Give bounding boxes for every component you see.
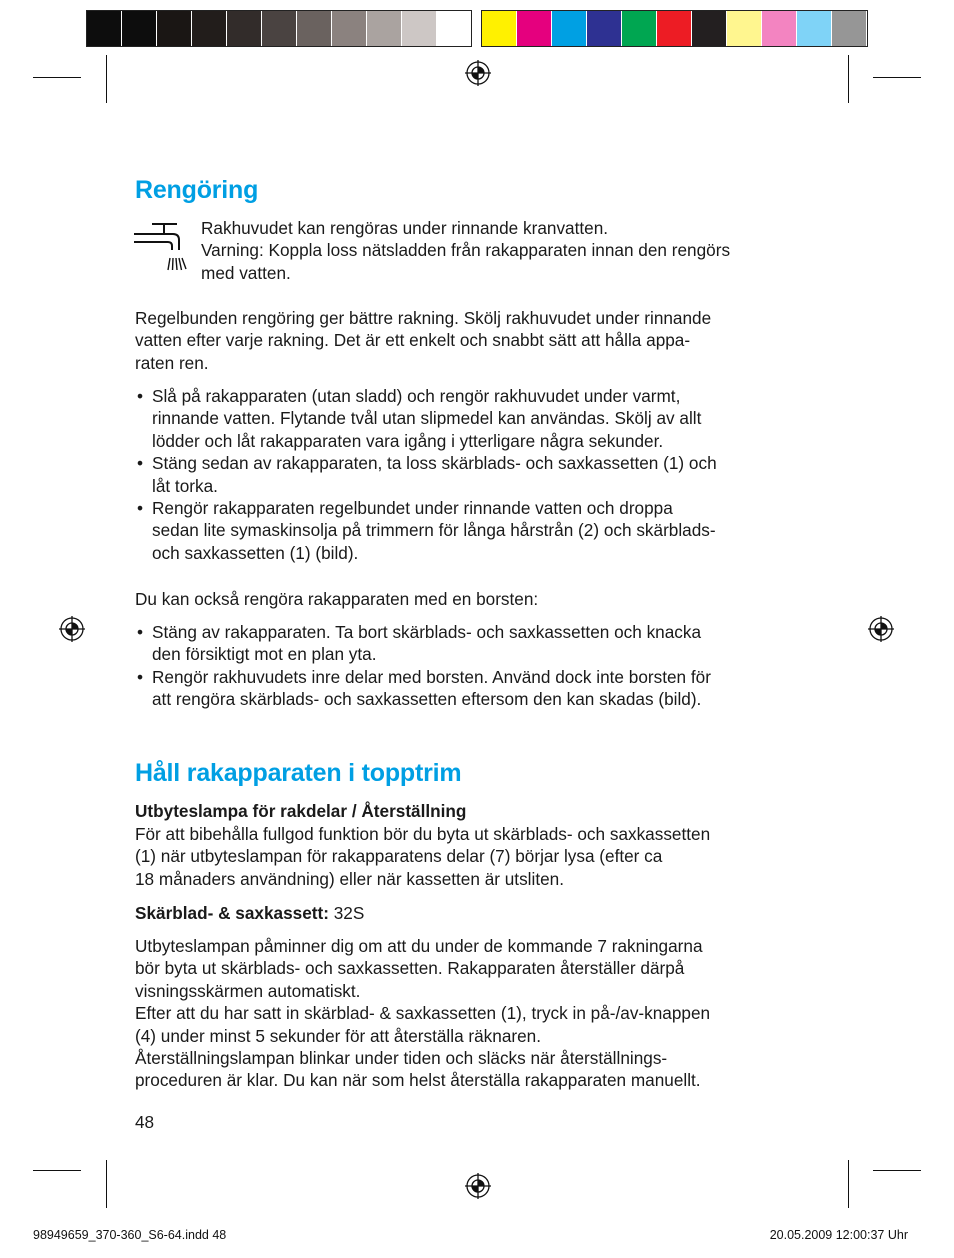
footer-file-info: 98949659_370-360_S6-64.indd 48	[33, 1228, 227, 1242]
color-swatch	[622, 11, 656, 46]
text-line: Stäng sedan av rakapparaten, ta loss skärblads- och saxkassetten (1) och	[152, 453, 717, 474]
color-swatch	[367, 11, 401, 46]
color-swatch	[517, 11, 551, 46]
color-swatch	[832, 11, 866, 46]
registration-mark-icon	[465, 1173, 491, 1199]
list-item	[135, 385, 717, 452]
text-line: raten ren.	[135, 352, 209, 373]
cleaning-steps-list	[135, 385, 717, 564]
registration-mark-icon	[59, 616, 85, 642]
bullet-point: •	[137, 666, 144, 687]
text-line: bör byta ut skärblads- och saxkassetten. Rakapparaten återställer därpå	[135, 958, 685, 979]
registration-mark-icon	[465, 60, 491, 86]
color-swatch	[587, 11, 621, 46]
text-line: sedan lite symaskinsolja på trimmern för långa hårstrån (2) och skärblads-	[152, 520, 716, 541]
footer-timestamp: 20.05.2009 12:00:37 Uhr	[769, 1228, 908, 1242]
registration-mark-icon	[868, 616, 894, 642]
color-swatch	[87, 11, 121, 46]
color-swatch	[552, 11, 586, 46]
text-line: och saxkassetten (1) (bild).	[152, 542, 359, 563]
cleaning-paragraph	[135, 307, 711, 374]
text-line: Utbyteslampan påminner dig om att du under de kommande 7 rakningarna	[135, 936, 703, 956]
page-number: 48	[135, 1112, 155, 1132]
reset-paragraph	[135, 935, 710, 1092]
bullet-point: •	[137, 622, 144, 642]
color-swatch	[657, 11, 691, 46]
text-line: Regelbunden rengöring ger bättre rakning. Skölj rakhuvudet under rinnande	[135, 308, 712, 328]
text-line: (4) under minst 5 sekunder för att återställa räknaren.	[135, 1025, 542, 1046]
text-line: (1) när utbyteslampan för rakapparatens delar (7) börjar lysa (efter ca	[135, 846, 663, 867]
color-swatch	[122, 11, 156, 46]
text-line: 18 månaders användning) eller när kassetten är utsliten.	[135, 868, 564, 889]
text-line: proceduren är klar. Du kan när som helst återställa rakapparaten manuellt.	[135, 1070, 701, 1091]
faucet-water-icon	[133, 220, 191, 274]
list-item	[135, 621, 711, 666]
text-line: Stäng av rakapparaten. Ta bort skärblads- och saxkassetten och knacka	[152, 622, 702, 642]
color-swatch	[332, 11, 366, 46]
section-title-cleaning: Rengöring	[135, 176, 259, 204]
section-title-maintenance: Håll rakapparaten i topptrim	[135, 759, 462, 787]
color-swatch	[482, 11, 516, 46]
part-label: Skärblad- & saxkassett:	[135, 903, 329, 923]
text-line: den försiktigt mot en plan yta.	[152, 644, 377, 665]
color-swatch	[192, 11, 226, 46]
text-line: vatten efter varje rakning. Det är ett enkelt och snabbt sätt att hålla appa-	[135, 330, 691, 351]
color-swatch	[262, 11, 296, 46]
color-swatch	[727, 11, 761, 46]
list-item	[135, 497, 717, 564]
brush-intro-text: Du kan också rengöra rakapparaten med en borsten:	[135, 589, 539, 609]
bullet-point: •	[137, 453, 144, 474]
part-value: 32S	[328, 903, 365, 923]
list-item	[135, 666, 711, 711]
color-swatch	[402, 11, 436, 46]
subheading-replacement-light: Utbyteslampa för rakdelar / Återställning	[135, 801, 467, 821]
text-line: Återställningslampan blinkar under tiden och släcks när återställnings-	[135, 1048, 668, 1069]
text-line: Rengör rakhuvudets inre delar med borsten. Använd dock inte borsten för	[152, 666, 711, 687]
text-line: Slå på rakapparaten (utan sladd) och rengör rakhuvudet under varmt,	[152, 386, 681, 406]
text-line: Rakhuvudet kan rengöras under rinnande kranvatten.	[201, 218, 609, 238]
text-line: Efter att du har satt in skärblad- & saxkassetten (1), tryck in på-/av-knappen	[135, 1003, 711, 1024]
color-swatch	[297, 11, 331, 46]
text-line: Rengör rakapparaten regelbundet under rinnande vatten och droppa	[152, 498, 673, 519]
part-number-line	[135, 902, 364, 924]
text-line: lödder och låt rakapparaten vara igång i ytterligare några sekunder.	[152, 430, 664, 451]
text-line: visningsskärmen automatiskt.	[135, 980, 361, 1001]
text-line: För att bibehålla fullgod funktion bör du byta ut skärblads- och saxkassetten	[135, 824, 711, 844]
color-swatch	[797, 11, 831, 46]
bullet-point: •	[137, 498, 144, 519]
color-swatch	[762, 11, 796, 46]
replacement-paragraph	[135, 823, 710, 890]
text-line: rinnande vatten. Flytande tvål utan slipmedel kan användas. Skölj av allt	[152, 408, 702, 429]
color-swatch	[437, 11, 471, 46]
bullet-point: •	[137, 386, 144, 406]
brush-steps-list	[135, 621, 711, 711]
cleaning-warning-text	[201, 217, 730, 284]
text-line: med vatten.	[201, 262, 291, 283]
list-item	[135, 452, 717, 497]
text-line: att rengöra skärblads- och saxkassetten eftersom den kan skadas (bild).	[152, 689, 702, 710]
color-swatch	[227, 11, 261, 46]
text-line: låt torka.	[152, 475, 218, 496]
text-line: Varning: Koppla loss nätsladden från rakapparaten innan den rengörs	[201, 240, 731, 261]
color-swatch	[692, 11, 726, 46]
color-swatch	[157, 11, 191, 46]
